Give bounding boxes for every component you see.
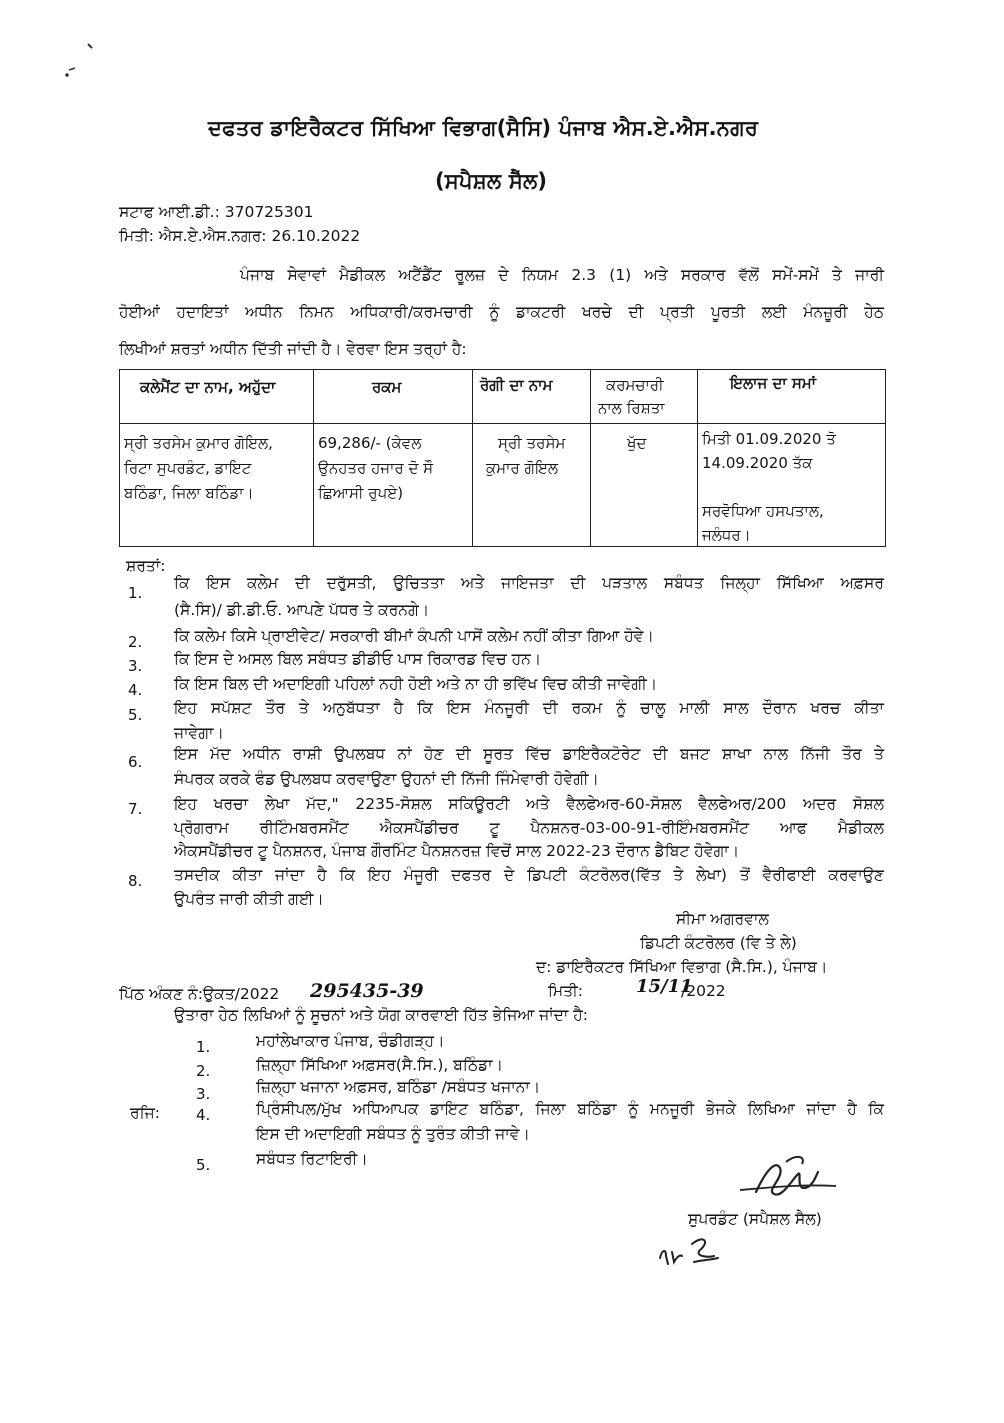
recipient-number: 4. bbox=[196, 1106, 211, 1124]
condition-text: ਕਿ ਕਲੇਮ ਕਿਸੇ ਪ੍ਰਾਈਵੇਟ/ ਸਰਕਾਰੀ ਬੀਮਾਂ ਕੰਪਨੀ ਪਾਸੋਂ ਕਲੇਮ ਨਹੀਂ ਕੀਤਾ ਗਿਆ ਹੋਵੇ। bbox=[174, 627, 654, 645]
condition-text: ਇਸ ਮੱਦ ਅਧੀਨ ਰਾਸ਼ੀ ਉਪਲਬਧ ਨਾਂ ਹੋਣ ਦੀ ਸੂਰਤ ਵਿੱਚ ਡਾਇਰੈਕਟੋਰੇਟ ਦੀ ਬਜਟ ਸ਼ਾਖਾ ਨਾਲ ਨਿੱਜੀ ਤੌਰ ਤੇ bbox=[174, 745, 884, 763]
treatment-line: 14.09.2020 ਤੱਕ bbox=[702, 454, 813, 472]
condition-number: 1. bbox=[128, 584, 143, 602]
intro-line: ਪੰਜਾਬ ਸੇਵਾਵਾਂ ਮੈਡੀਕਲ ਅਟੈਂਡੈਂਟ ਰੂਲਜ਼ ਦੇ ਨਿਯਮ 2.3 (1) ਅਤੇ ਸਰਕਾਰ ਵੱਲੋਂ ਸਮੇਂ-ਸਮੇਂ ਤੇ ਜਾਰੀ bbox=[240, 266, 884, 284]
header-amount: ਰਕਮ bbox=[372, 378, 402, 396]
condition-text: ਕਿ ਇਸ ਬਿਲ ਦੀ ਅਦਾਇਗੀ ਪਹਿਲਾਂ ਨਹੀ ਹੋਈ ਅਤੇ ਨਾ ਹੀ ਭਵਿੱਖ ਵਿਚ ਕੀਤੀ ਜਾਵੇਗੀ। bbox=[174, 675, 658, 693]
amount-line: 69,286/- (ਕੇਵਲ bbox=[318, 434, 422, 452]
recipient-text: ਸਬੰਧਤ ਰਿਟਾਇਰੀ। bbox=[256, 1150, 368, 1168]
stray-mark bbox=[55, 40, 105, 90]
recipient-number: 3. bbox=[196, 1085, 211, 1103]
condition-text: ਉਪਰੰਤ ਜਾਰੀ ਕੀਤੀ ਗਈ। bbox=[174, 890, 324, 908]
amount-line: ਉਨਹਤਰ ਹਜਾਰ ਦੋ ਸੌ bbox=[318, 459, 434, 477]
initials-mark bbox=[652, 1228, 732, 1278]
condition-number: 2. bbox=[128, 633, 143, 651]
condition-text: ਐਕਸਪੈਂਡੀਚਰ ਟੂ ਪੈਨਸ਼ਨਰ, ਪੰਜਾਬ ਗੌਰਮਿੰਟ ਪੈਨਸ਼ਨਰਜ਼ ਵਿਚੋਂ ਸਾਲ 2022-23 ਦੌਰਾਨ ਡੈਬਿਟ ਹੋਵੇਗਾ। bbox=[174, 842, 740, 860]
claimant-line: ਰਿਟਾ ਸੁਪਰਡੰਟ, ਡਾਇਟ bbox=[124, 459, 252, 477]
cell-subtitle: (ਸਪੈਸ਼ਲ ਸੈੱਲ) bbox=[435, 169, 548, 193]
signature-mark bbox=[736, 1150, 846, 1210]
recipient-number: 1. bbox=[196, 1038, 211, 1056]
staff-id: ਸਟਾਫ ਆਈ.ਡੀ.: 370725301 bbox=[119, 203, 314, 221]
recipient-text: ਪ੍ਰਿੰਸੀਪਲ/ਮੁੱਖ ਅਧਿਆਪਕ ਡਾਇਟ ਬਠਿੰਡਾ, ਜਿਲਾ ਬਠਿੰਡਾ ਨੂੰ ਮਨਜੂਰੀ ਭੇਜਕੇ ਲਿਖਿਆ ਜਾਂਦਾ ਹੈ ਕਿ bbox=[256, 1100, 884, 1118]
condition-text: ਇਹ ਖਰਚਾ ਲੇਖਾ ਮੱਦ," 2235-ਸੋਸ਼ਲ ਸਕਿਊਰਟੀ ਅਤੇ ਵੈਲਫੇਅਰ-60-ਸੋਸ਼ਲ ਵੈਲਫੇਅਰ/200 ਅਦਰ ਸੋਸ਼ਲ bbox=[174, 795, 884, 813]
condition-text: ਜਾਵੇਗਾ। bbox=[174, 724, 224, 742]
condition-number: 7. bbox=[128, 800, 143, 818]
treatment-line: ਮਿਤੀ 01.09.2020 ਤੋ bbox=[702, 430, 836, 448]
recipient-text: ਜ਼ਿਲ੍ਹਾ ਖਜਾਨਾ ਅਫ਼ਸਰ, ਬਠਿੰਡਾ /ਸਬੰਧਤ ਖਜਾਨਾ। bbox=[256, 1078, 541, 1096]
patient-line: ਸ੍ਰੀ ਤਰਸੇਮ bbox=[498, 434, 566, 452]
intro-line: ਹੋਈਆਂ ਹਦਾਇਤਾਂ ਅਧੀਨ ਨਿਮਨ ਅਧਿਕਾਰੀ/ਕਰਮਚਾਰੀ ਨੂੰ ਡਾਕਟਰੀ ਖਰਚੇ ਦੀ ਪ੍ਰਤੀ ਪੂਰਤੀ ਲਈ ਮੰਨਜ਼ੂਰੀ ਹੇਠ bbox=[119, 303, 884, 321]
signatory-designation: ਡਿਪਟੀ ਕੰਟਰੋਲਰ (ਵਿ ਤੇ ਲੇ) bbox=[640, 934, 797, 952]
recipient-text: ਜ਼ਿਲ੍ਹਾ ਸਿੱਖਿਆ ਅਫ਼ਸਰ(ਸੈ.ਸਿ.), ਬਠਿੰਡਾ। bbox=[256, 1056, 504, 1074]
relation-value: ਖੁੱਦ bbox=[627, 434, 647, 452]
condition-number: 3. bbox=[128, 657, 143, 675]
claimant-line: ਬਠਿੰਡਾ, ਜਿਲਾ ਬਠਿੰਡਾ। bbox=[124, 484, 254, 502]
patient-line: ਕੁਮਾਰ ਗੋਇਲ bbox=[486, 459, 559, 477]
header-relation-2: ਨਾਲ ਰਿਸ਼ਤਾ bbox=[598, 399, 665, 417]
claim-table bbox=[119, 369, 886, 547]
treatment-line: ਸਰਵੋਧਿਆ ਹਸਪਤਾਲ, bbox=[702, 502, 824, 520]
conditions-label: ਸ਼ਰਤਾਂ: bbox=[126, 557, 166, 575]
copy-line: ਉਤਾਰਾ ਹੇਠ ਲਿਖਿਆਂ ਨੂੰ ਸੂਚਨਾਂ ਅਤੇ ਯੋਗ ਕਾਰਵਾਈ ਹਿੱਤ ਭੇਜਿਆ ਜਾਂਦਾ ਹੈ: bbox=[174, 1006, 589, 1024]
office-title: ਦਫਤਰ ਡਾਇਰੈਕਟਰ ਸਿੱਖਿਆ ਵਿਭਾਗ(ਸੈਸਿ) ਪੰਜਾਬ ਐਸ.ਏ.ਐਸ.ਨਗਰ bbox=[208, 116, 759, 140]
header-relation: ਕਰਮਚਾਰੀ bbox=[606, 376, 664, 394]
condition-text: ਸੰਪਰਕ ਕਰਕੇ ਫੰਡ ਉਪਲਬਧ ਕਰਵਾਉਣਾ ਉਹਨਾਂ ਦੀ ਨਿੱਜੀ ਜਿੰਮੇਵਾਰੀ ਹੋਵੇਗੀ। bbox=[174, 770, 599, 788]
endorsement-date-year: /2022 bbox=[681, 982, 726, 1000]
header-patient: ਰੋਗੀ ਦਾ ਨਾਮ bbox=[480, 376, 553, 394]
intro-line: ਲਿਖੀਆਂ ਸ਼ਰਤਾਂ ਅਧੀਨ ਦਿੱਤੀ ਜਾਂਦੀ ਹੈ। ਵੇਰਵਾ ਇਸ ਤਰ੍ਹਾਂ ਹੈ: bbox=[119, 340, 467, 358]
registered-label: ਰਜਿ: bbox=[130, 1104, 160, 1122]
endorsement-date-handwritten: 15/11 bbox=[636, 976, 693, 997]
claimant-line: ਸ੍ਰੀ ਤਰਸੇਮ ਕੁਮਾਰ ਗੋਇਲ, bbox=[124, 434, 273, 452]
treatment-line: ਜਲੰਧਰ। bbox=[702, 526, 751, 544]
condition-text: ਕਿ ਇਸ ਦੇ ਅਸਲ ਬਿਲ ਸਬੰਧਤ ਡੀਡੀਓ ਪਾਸ ਰਿਕਾਰਡ ਵਿਚ ਹਨ। bbox=[174, 650, 542, 668]
condition-number: 4. bbox=[128, 681, 143, 699]
header-claimant: ਕਲੇਮੈਂਟ ਦਾ ਨਾਮ, ਅਹੁੱਦਾ bbox=[140, 378, 276, 396]
condition-number: 6. bbox=[128, 753, 143, 771]
signatory-office: ਦ: ਡਾਇਰੈਕਟਰ ਸਿੱਖਿਆ ਵਿਭਾਗ (ਸੈ.ਸਿ.), ਪੰਜਾਬ। bbox=[536, 958, 828, 976]
endorsement-number-label: ਪਿੱਠ ਅੰਕਣ ਨੰ:ਉਕਤ/2022 bbox=[119, 985, 280, 1003]
condition-text: ਕਿ ਇਸ ਕਲੇਮ ਦੀ ਦਰੁੱਸਤੀ, ਉਚਿਤਤਾ ਅਤੇ ਜਾਇਜਤਾ ਦੀ ਪੜਤਾਲ ਸਬੰਧਤ ਜਿਲ੍ਹਾ ਸਿੱਖਿਆ ਅਫ਼ਸਰ bbox=[174, 574, 884, 592]
header-treatment: ਇਲਾਜ ਦਾ ਸਮਾਂ bbox=[730, 374, 817, 392]
recipient-text: ਮਹਾਂਲੇਖਾਕਾਰ ਪੰਜਾਬ, ਚੰਡੀਗੜ੍ਹ। bbox=[256, 1032, 445, 1050]
signatory-name: ਸੀਮਾ ਅਗਰਵਾਲ bbox=[676, 910, 769, 928]
condition-text: ਤਸਦੀਕ ਕੀਤਾ ਜਾਂਦਾ ਹੈ ਕਿ ਇਹ ਮੰਜੂਰੀ ਦਫਤਰ ਦੇ ਡਿਪਟੀ ਕੰਟਰੋਲਰ(ਵਿੱਤ ਤੇ ਲੇਖਾ) ਤੋਂ ਵੈਰੀਫਾਈ ਕਰਵਾਉਣ bbox=[174, 866, 884, 884]
recipient-number: 2. bbox=[196, 1062, 211, 1080]
condition-number: 5. bbox=[128, 706, 143, 724]
recipient-number: 5. bbox=[196, 1156, 211, 1174]
endorsement-date-label: ਮਿਤੀ: bbox=[548, 982, 583, 1000]
condition-text: ਇਹ ਸਪੱਸ਼ਟ ਤੌਰ ਤੇ ਅਨੁਬੱਧਤਾ ਹੈ ਕਿ ਇਸ ਮੰਨਜੂਰੀ ਦੀ ਰਕਮ ਨੂੰ ਚਾਲੂ ਮਾਲੀ ਸਾਲ ਦੌਰਾਨ ਖਰਚ ਕੀਤਾ bbox=[174, 699, 884, 717]
endorsement-number-handwritten: 295435-39 bbox=[310, 980, 424, 1002]
condition-number: 8. bbox=[128, 872, 143, 890]
recipient-text: ਇਸ ਦੀ ਅਦਾਇਗੀ ਸਬੰਧਤ ਨੂੰ ਤੁਰੰਤ ਕੀਤੀ ਜਾਵੇ। bbox=[256, 1125, 530, 1143]
amount-line: ਛਿਆਸੀ ਰੁਪਏ) bbox=[318, 484, 404, 502]
issue-date: ਮਿਤੀ: ਐਸ.ਏ.ਐਸ.ਨਗਰ: 26.10.2022 bbox=[119, 227, 361, 245]
superintendent-designation: ਸੁਪਰਡੰਟ (ਸਪੈਸ਼ਲ ਸੈਲ) bbox=[688, 1210, 822, 1228]
condition-text: ਪ੍ਰੋਗਰਾਮ ਰੀਟਿੰਮਬਰਸਮੈਂਟ ਐਕਸਪੈਂਡੀਚਰ ਟੂ ਪੈਨਸ਼ਨਰ-03-00-91-ਰੀਇੰਮਬਰਸਮੈਂਟ ਆਫ ਮੈਡੀਕਲ bbox=[174, 819, 884, 837]
condition-text: (ਸੈ.ਸਿ)/ ਡੀ.ਡੀ.ਓ. ਆਪਣੇ ਪੱਧਰ ਤੇ ਕਰਨਗੇ। bbox=[174, 601, 430, 619]
